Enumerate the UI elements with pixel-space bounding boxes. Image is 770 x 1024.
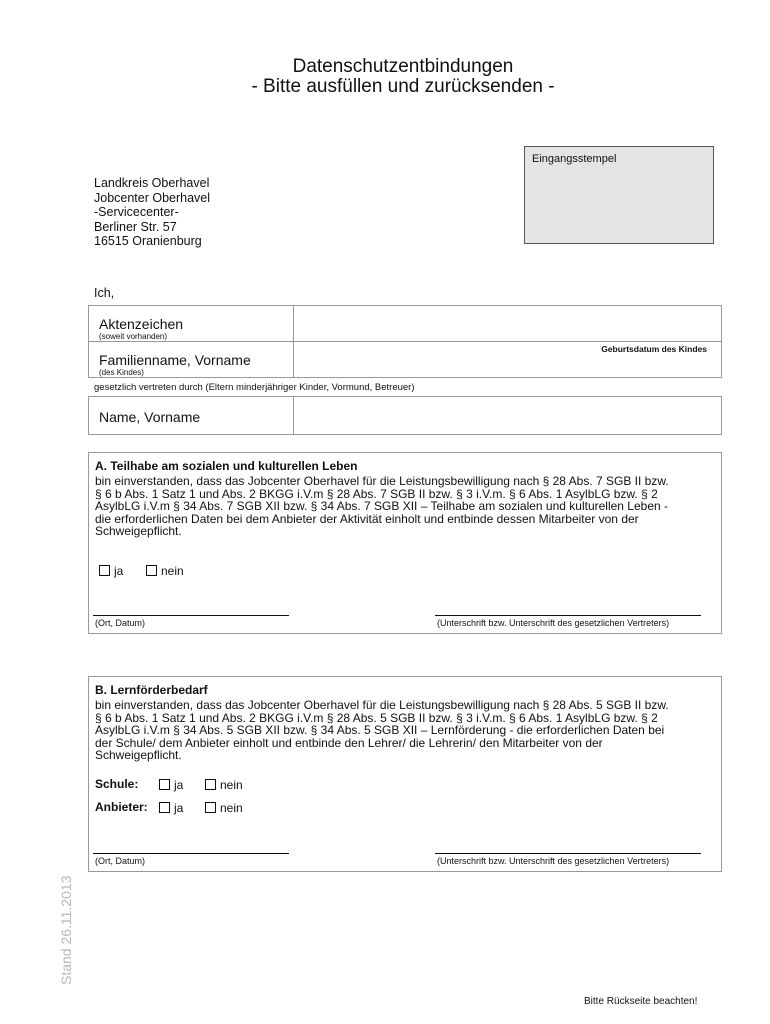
aktenzeichen-label: Aktenzeichen (99, 316, 184, 332)
no-label: nein (220, 801, 243, 815)
signature-line[interactable] (435, 853, 701, 854)
recipient-address (94, 176, 210, 249)
legal-representative-note: gesetzlich vertreten durch (Eltern minderjähriger Kinder, Vormund, Betreuer) (94, 382, 415, 393)
document-subtitle: - Bitte ausfüllen und zurücksenden - (251, 76, 555, 97)
checkbox-icon[interactable] (205, 802, 216, 813)
text-line: bin einverstanden, dass das Jobcenter Oberhavel für die Leistungsbewilligung nach § 28 Abs. 7 SGB II bzw. (95, 474, 669, 488)
address-line: 16515 Oranienburg (94, 234, 202, 249)
no-label: nein (161, 564, 184, 578)
checkbox-icon[interactable] (146, 565, 157, 576)
signature-label: (Unterschrift bzw. Unterschrift des gesetzlichen Vertreters) (437, 618, 670, 628)
text-line: die erforderlichen Daten bei dem Anbieter der Aktivität einholt und entbinde dessen Mitarbeiter von der (95, 511, 639, 526)
yes-label: ja (174, 801, 184, 815)
place-date-label: (Ort, Datum) (95, 856, 146, 866)
address-line: -Servicecenter- (94, 205, 179, 220)
version-date-stamp: Stand 26.11.2013 (58, 875, 74, 985)
section-a-title: A. Teilhabe am sozialen und kulturellen Leben (95, 459, 358, 473)
signature-label: (Unterschrift bzw. Unterschrift des gesetzlichen Vertreters) (437, 856, 670, 866)
footer-note: Bitte Rückseite beachten! (584, 996, 698, 1007)
section-a-no-option[interactable] (146, 564, 184, 578)
representative-table (88, 396, 722, 435)
text-line: Schweigepflicht. (95, 524, 182, 538)
text-line: der Schule/ dem Anbieter einholt und entbinde den Lehrer/ die Lehrerin/ den Mitarbeiter von der (95, 735, 603, 750)
aktenzeichen-field[interactable] (294, 306, 722, 342)
schule-label: Schule: (95, 777, 139, 791)
place-date-line[interactable] (93, 853, 289, 854)
familienname-note: (des Kindes) (99, 368, 144, 377)
familienname-label-cell (89, 342, 294, 378)
address-line: Berliner Str. 57 (94, 219, 177, 234)
rep-name-field[interactable] (294, 397, 722, 435)
place-date-line[interactable] (93, 615, 289, 616)
ich-label: Ich, (94, 286, 115, 300)
text-line: § 6 b Abs. 1 Satz 1 und Abs. 2 BKGG i.V.m § 28 Abs. 7 SGB II bzw. § 3 i.V.m. § 6 Abs. 1 AsylbLG bzw. § 2 (95, 486, 658, 501)
anbieter-label: Anbieter: (95, 800, 148, 814)
anbieter-yes-option[interactable] (159, 801, 183, 815)
rep-name-label: Name, Vorname (99, 409, 201, 425)
section-b-text (95, 699, 717, 762)
familienname-field[interactable] (294, 342, 722, 378)
place-date-label: (Ort, Datum) (95, 618, 146, 628)
text-line: AsylbLG i.V.m § 34 Abs. 7 SGB XII bzw. § 34 Abs. 7 SGB XII – Teilhabe am sozialen und kulturellen Leben - (95, 499, 668, 513)
checkbox-icon[interactable] (159, 802, 170, 813)
section-b (88, 676, 722, 872)
text-line: AsylbLG i.V.m § 34 Abs. 5 SGB XII bzw. § 34 Abs. 5 SGB XII – Lernförderung - die erforderlichen Daten bei (95, 723, 665, 737)
identification-table (88, 305, 722, 378)
address-line: Landkreis Oberhavel (94, 176, 210, 190)
schule-yes-option[interactable] (159, 778, 183, 792)
aktenzeichen-note: (soweit vorhanden) (99, 332, 168, 341)
section-a-yes-option[interactable] (99, 564, 123, 578)
geburtsdatum-label: Geburtsdatum des Kindes (601, 344, 707, 354)
yes-label: ja (174, 778, 184, 792)
checkbox-icon[interactable] (205, 779, 216, 790)
address-line: Jobcenter Oberhavel (94, 190, 211, 205)
aktenzeichen-label-cell (89, 306, 294, 342)
text-line: Schweigepflicht. (95, 748, 182, 762)
anbieter-no-option[interactable] (205, 801, 243, 815)
section-b-title: B. Lernförderbedarf (95, 683, 208, 697)
checkbox-icon[interactable] (159, 779, 170, 790)
no-label: nein (220, 778, 243, 792)
signature-line[interactable] (435, 615, 701, 616)
schule-no-option[interactable] (205, 778, 243, 792)
familienname-label: Familienname, Vorname (99, 352, 251, 368)
checkbox-icon[interactable] (99, 565, 110, 576)
text-line: bin einverstanden, dass das Jobcenter Oberhavel für die Leistungsbewilligung nach § 28 Abs. 5 SGB II bzw. (95, 698, 669, 712)
section-a-text (95, 475, 717, 538)
rep-name-label-cell (89, 397, 294, 435)
stamp-label: Eingangsstempel (532, 153, 617, 165)
yes-label: ja (114, 564, 124, 578)
document-title: Datenschutzentbindungen (292, 56, 514, 77)
section-a (88, 452, 722, 634)
receipt-stamp-box (524, 146, 714, 244)
text-line: § 6 b Abs. 1 Satz 1 und Abs. 2 BKGG i.V.m § 28 Abs. 5 SGB II bzw. § 3 i.V.m. § 6 Abs. 1 AsylbLG bzw. § 2 (95, 710, 658, 725)
